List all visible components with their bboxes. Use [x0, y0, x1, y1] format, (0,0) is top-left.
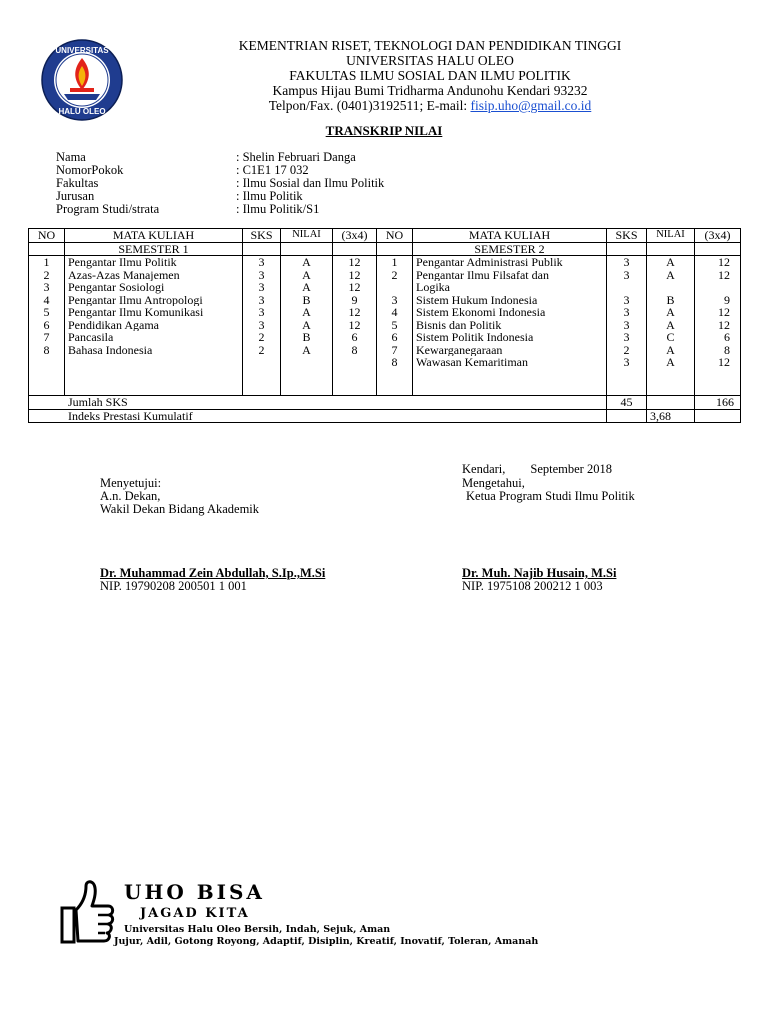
cell-3x4: 6: [351, 331, 358, 344]
ipk-label: Indeks Prestasi Kumulatif: [29, 409, 607, 423]
identity-value: : Ilmu Sosial dan Ilmu Politik: [236, 176, 385, 190]
cell-course: Pengantar Ilmu Antropologi: [68, 293, 203, 306]
cell-sks: 3: [623, 293, 630, 306]
cell-course: Bisnis dan Politik: [416, 318, 502, 331]
sem1-nilai-col: [281, 256, 333, 396]
semester-2-label: SEMESTER 2: [413, 242, 607, 256]
cell-nilai: A: [666, 343, 675, 356]
cell-nilai: [650, 281, 691, 294]
cell-course: Pancasila: [68, 331, 114, 344]
cell-3x4: 12: [348, 268, 361, 281]
cell-3x4: [698, 281, 730, 294]
cell-nilai: A: [666, 306, 675, 319]
cell-3x4: 9: [724, 293, 730, 306]
identity-row: [56, 203, 319, 216]
address-line: Kampus Hijau Bumi Tridharma Andunohu Kendari 93232: [272, 83, 588, 98]
cell-3x4: 9: [351, 293, 358, 306]
jumlah-sks-label: Jumlah SKS: [29, 396, 607, 410]
cell-nilai: A: [302, 256, 311, 269]
cell-3x4: 12: [718, 356, 730, 369]
cell-course: Azas-Azas Manajemen: [68, 268, 180, 281]
banner-title: UHO BISA: [124, 880, 265, 904]
right-sign-l2: Ketua Program Studi Ilmu Politik: [466, 489, 635, 503]
university-logo: [40, 38, 124, 122]
cell-3x4: 12: [718, 306, 730, 319]
col-header-no: NO: [377, 229, 413, 243]
col-header-sks: SKS: [243, 229, 281, 243]
email-link[interactable]: fisip.uho@gmail.co.id: [470, 98, 592, 113]
cell-sks: 3: [258, 268, 265, 281]
cell-sks: 3: [623, 331, 630, 344]
cell-course: Pendidikan Agama: [68, 318, 159, 331]
identity-label: Nama: [56, 150, 86, 164]
cell-sks: 3: [258, 256, 265, 269]
cell-no: 5: [43, 306, 50, 319]
cell-sks: [610, 281, 643, 294]
faculty-line: FAKULTAS ILMU SOSIAL DAN ILMU POLITIK: [289, 68, 571, 83]
cell-no: 8: [391, 356, 398, 369]
sem2-no-col: [377, 256, 413, 396]
sem1-course-col: [65, 256, 243, 396]
right-signer-nip: NIP. 1975108 200212 1 003: [462, 579, 603, 593]
identity-row: [56, 177, 384, 190]
cell-nilai: A: [666, 268, 675, 281]
thumbs-up-icon: [52, 878, 116, 948]
logo-text-bottom: HALU OLEO: [58, 107, 106, 116]
jumlah-sks-value: 45: [607, 396, 647, 410]
sem2-nilai-col: [647, 256, 695, 396]
identity-value: : Ilmu Politik/S1: [236, 202, 320, 216]
cell-no: 2: [43, 268, 50, 281]
cell-nilai: A: [302, 281, 311, 294]
left-signer-name: Dr. Muhammad Zein Abdullah, S.Ip.,M.Si: [100, 566, 326, 580]
cell-nilai: C: [666, 331, 675, 344]
cell-nilai: A: [302, 318, 311, 331]
cell-nilai: A: [666, 318, 675, 331]
cell-nilai: B: [666, 293, 675, 306]
cell-3x4: 8: [724, 343, 730, 356]
cell-sks: 3: [258, 293, 265, 306]
col-header-course: MATA KULIAH: [65, 229, 243, 243]
table-body-row: [29, 256, 741, 396]
grades-table: [28, 228, 741, 423]
col-header-course: MATA KULIAH: [413, 229, 607, 243]
cell-course: Pengantar Ilmu Filsafat dan: [416, 268, 549, 281]
cell-no: 3: [43, 281, 50, 294]
cell-3x4: 12: [348, 318, 361, 331]
cell-nilai: A: [302, 306, 311, 319]
cell-no: 1: [391, 256, 398, 269]
cell-3x4: 6: [724, 331, 730, 344]
cell-sks: 3: [623, 356, 630, 369]
cell-3x4: 12: [718, 268, 730, 281]
banner-subtitle: JAGAD KITA: [140, 906, 250, 921]
identity-label: NomorPokok: [56, 163, 124, 177]
cell-course: Kewarganegaraan: [416, 343, 503, 356]
left-sign-l1: Menyetujui:: [100, 476, 162, 490]
banner-line1: Universitas Halu Oleo Bersih, Indah, Sejuk, Aman: [124, 924, 391, 935]
ipk-value: 3,68: [647, 409, 695, 423]
cell-3x4: 12: [718, 318, 730, 331]
cell-no: 3: [391, 293, 398, 306]
motto-banner: [52, 876, 572, 950]
sem2-3x4-col: [695, 256, 741, 396]
cell-sks: 3: [258, 318, 265, 331]
cell-sks: 3: [623, 318, 630, 331]
col-header-sks: SKS: [607, 229, 647, 243]
cell-no: 6: [391, 331, 398, 344]
sem2-course-col: [413, 256, 607, 396]
ministry-line: KEMENTRIAN RISET, TEKNOLOGI DAN PENDIDIKAN TINGGI: [238, 38, 622, 53]
logo-text-top: UNIVERSITAS: [55, 46, 109, 55]
sem2-sks-col: [607, 256, 647, 396]
right-signer-name: Dr. Muh. Najib Husain, M.Si: [462, 566, 617, 580]
cell-sks: 2: [258, 343, 265, 356]
jumlah-sks-row: [29, 396, 741, 410]
banner-line2: Jujur, Adil, Gotong Royong, Adaptif, Disiplin, Kreatif, Inovatif, Toleran, Amanah: [114, 936, 539, 947]
university-line: UNIVERSITAS HALU OLEO: [346, 53, 514, 68]
col-header-3x4: (3x4): [333, 229, 377, 243]
cell-course: Sistem Hukum Indonesia: [416, 293, 538, 306]
col-header-nilai: NILAI: [281, 229, 333, 243]
identity-value: : C1E1 17 032: [236, 163, 309, 177]
cell-no: 6: [43, 318, 50, 331]
cell-no: 7: [391, 343, 398, 356]
contact-line: [130, 98, 730, 113]
cell-no: 4: [43, 293, 50, 306]
cell-course: Wawasan Kemaritiman: [416, 356, 528, 369]
left-sign-l3: Wakil Dekan Bidang Akademik: [100, 502, 260, 516]
cell-course: Sistem Ekonomi Indonesia: [416, 306, 546, 319]
sem1-3x4-col: [333, 256, 377, 396]
cell-course: Pengantar Administrasi Publik: [416, 256, 563, 269]
identity-label: Jurusan: [56, 189, 95, 203]
cell-3x4: 12: [348, 256, 361, 269]
cell-sks: 3: [623, 268, 630, 281]
col-header-nilai: NILAI: [647, 229, 695, 243]
cell-course: Pengantar Ilmu Komunikasi: [68, 306, 204, 319]
cell-sks: 3: [258, 306, 265, 319]
cell-sks: 3: [258, 281, 265, 294]
cell-3x4: 12: [718, 256, 730, 269]
cell-nilai: A: [666, 256, 675, 269]
identity-value: : Ilmu Politik: [236, 189, 303, 203]
cell-sks: 3: [623, 306, 630, 319]
cell-sks: 2: [623, 343, 630, 356]
cell-course: Bahasa Indonesia: [68, 343, 153, 356]
cell-no: 4: [391, 306, 398, 319]
identity-value: : Shelin Februari Danga: [236, 150, 356, 164]
cell-sks: 3: [623, 256, 630, 269]
cell-course: Logika: [416, 281, 450, 294]
cell-3x4: 12: [348, 306, 361, 319]
identity-label: Fakultas: [56, 176, 99, 190]
cell-course: Pengantar Sosiologi: [68, 281, 165, 294]
left-signer-nip: NIP. 19790208 200501 1 001: [100, 579, 247, 593]
cell-no: [380, 281, 409, 294]
cell-no: 2: [391, 268, 398, 281]
cell-nilai: B: [302, 293, 311, 306]
cell-no: 7: [43, 331, 50, 344]
sem1-sks-col: [243, 256, 281, 396]
col-header-no: NO: [29, 229, 65, 243]
cell-no: 1: [43, 256, 50, 269]
document-title: TRANSKRIP NILAI: [325, 123, 443, 138]
identity-label: Program Studi/strata: [56, 202, 160, 216]
cell-no: 5: [391, 318, 398, 331]
place-date-text: Kendari, September 2018: [462, 462, 612, 476]
cell-nilai: A: [302, 268, 311, 281]
cell-nilai: B: [302, 331, 311, 344]
cell-course: Sistem Politik Indonesia: [416, 331, 534, 344]
right-sign-l1: Mengetahui,: [462, 476, 525, 490]
cell-3x4: 12: [348, 281, 361, 294]
cell-3x4: 8: [351, 343, 358, 356]
semester-row: [29, 242, 741, 256]
table-header-row: [29, 229, 741, 243]
left-sign-l2: A.n. Dekan,: [100, 489, 161, 503]
contact-phone: Telpon/Fax. (0401)3192511; E-mail:: [268, 98, 471, 113]
cell-nilai: A: [666, 356, 675, 369]
cell-nilai: A: [302, 343, 311, 356]
col-header-3x4: (3x4): [695, 229, 741, 243]
cell-sks: 2: [258, 331, 265, 344]
ipk-row: [29, 409, 741, 423]
jumlah-3x4-value: 166: [695, 396, 741, 410]
sem1-no-col: [29, 256, 65, 396]
place-date: [462, 463, 612, 476]
semester-1-label: SEMESTER 1: [65, 242, 243, 256]
cell-no: 8: [43, 343, 50, 356]
cell-course: Pengantar Ilmu Politik: [68, 256, 177, 269]
